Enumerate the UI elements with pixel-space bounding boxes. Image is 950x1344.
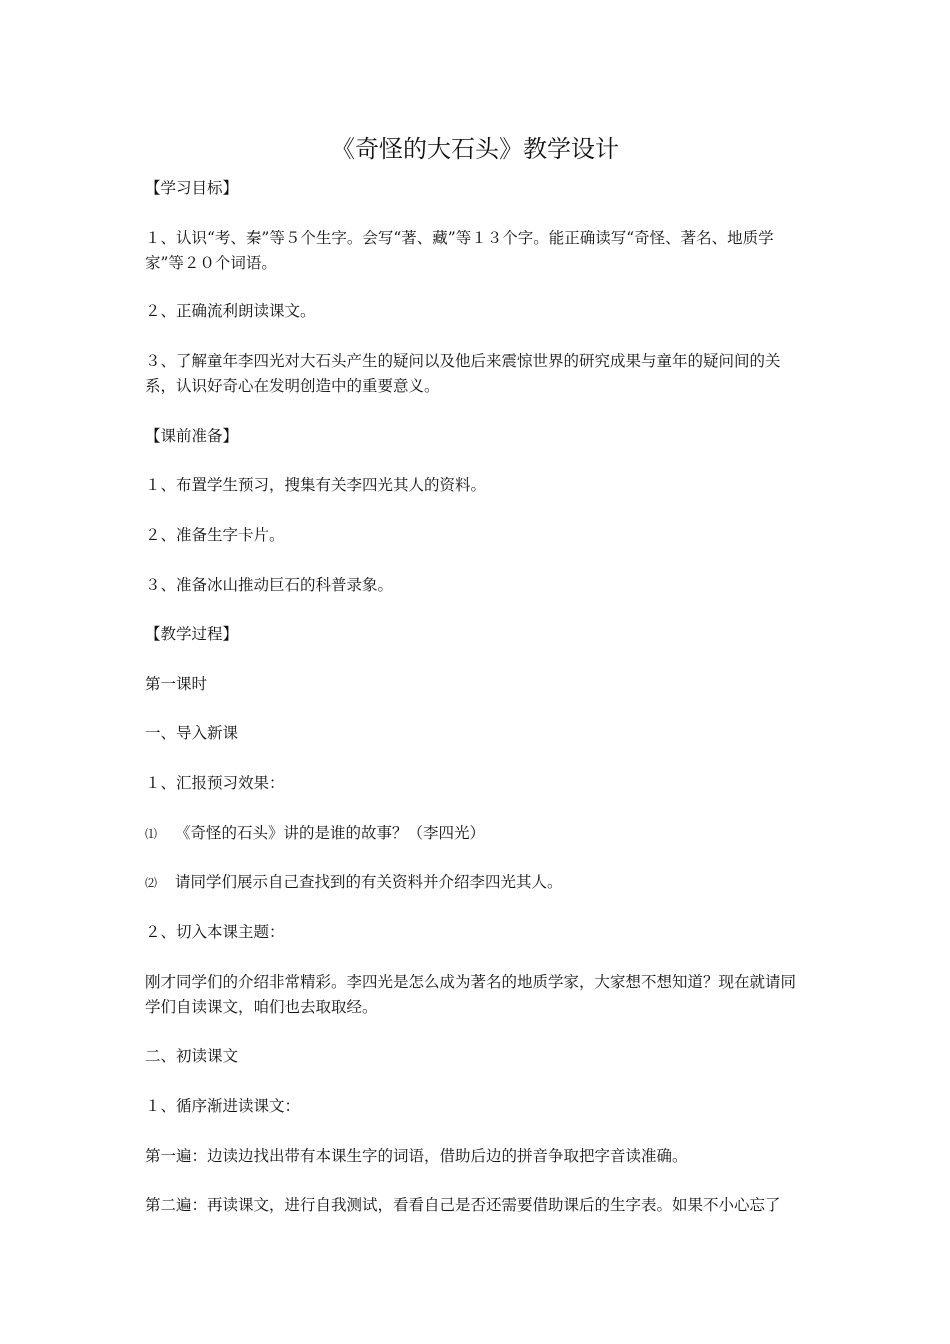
- question-2: [145, 870, 810, 896]
- reading-1: 第一遍：边读边找出带有本课生字的词语，借助后边的拼音争取把字音读准确。: [145, 1147, 688, 1165]
- prep-3: ３、准备冰山推动巨石的科普录象。: [145, 576, 394, 594]
- objective-1: １、认识“考、秦”等５个生字。会写“著、藏”等１３个字。能正确读写“奇怪、著名、地质学家”等２０个词语。: [145, 229, 774, 272]
- question-1-number: ⑴: [145, 827, 158, 841]
- step-2-1: １、循序渐进读课文：: [145, 1097, 301, 1115]
- prep-heading: 【课前准备】: [145, 427, 239, 445]
- reading-2: 第二遍：再读课文，进行自我测试，看看自己是否还需要借助课后的生字表。如果不小心忘了: [145, 1196, 781, 1214]
- question-2-number: ⑵: [145, 876, 158, 890]
- prep-2: ２、准备生字卡片。: [145, 526, 285, 544]
- lesson-1-label: 第一课时: [145, 675, 208, 693]
- question-1-text: 《奇怪的石头》讲的是谁的故事？（李四光）: [175, 824, 486, 842]
- prep-1: １、布置学生预习，搜集有关李四光其人的资料。: [145, 476, 487, 494]
- step-1-heading: 一、导入新课: [145, 724, 239, 742]
- objective-3: ３、了解童年李四光对大石头产生的疑问以及他后来震惊世界的研究成果与童年的疑问间的关系，认识好奇心在发明创造中的重要意义。: [145, 352, 781, 395]
- page-title: 《奇怪的大石头》教学设计: [331, 135, 619, 163]
- process-heading: 【教学过程】: [145, 625, 239, 643]
- step-1-2: ２、切入本课主题：: [145, 923, 285, 941]
- question-2-text: 请同学们展示自己查找到的有关资料并介绍李四光其人。: [175, 873, 563, 891]
- objective-2: ２、正确流利朗读课文。: [145, 302, 316, 320]
- step-2-heading: 二、初读课文: [145, 1047, 239, 1065]
- question-1: [145, 821, 810, 847]
- objectives-heading: 【学习目标】: [145, 179, 239, 197]
- step-1-1: １、汇报预习效果：: [145, 774, 285, 792]
- intro-paragraph: 刚才同学们的介绍非常精彩。李四光是怎么成为著名的地质学家，大家想不想知道？现在就请同学们自读课文，咱们也去取取经。: [145, 973, 797, 1016]
